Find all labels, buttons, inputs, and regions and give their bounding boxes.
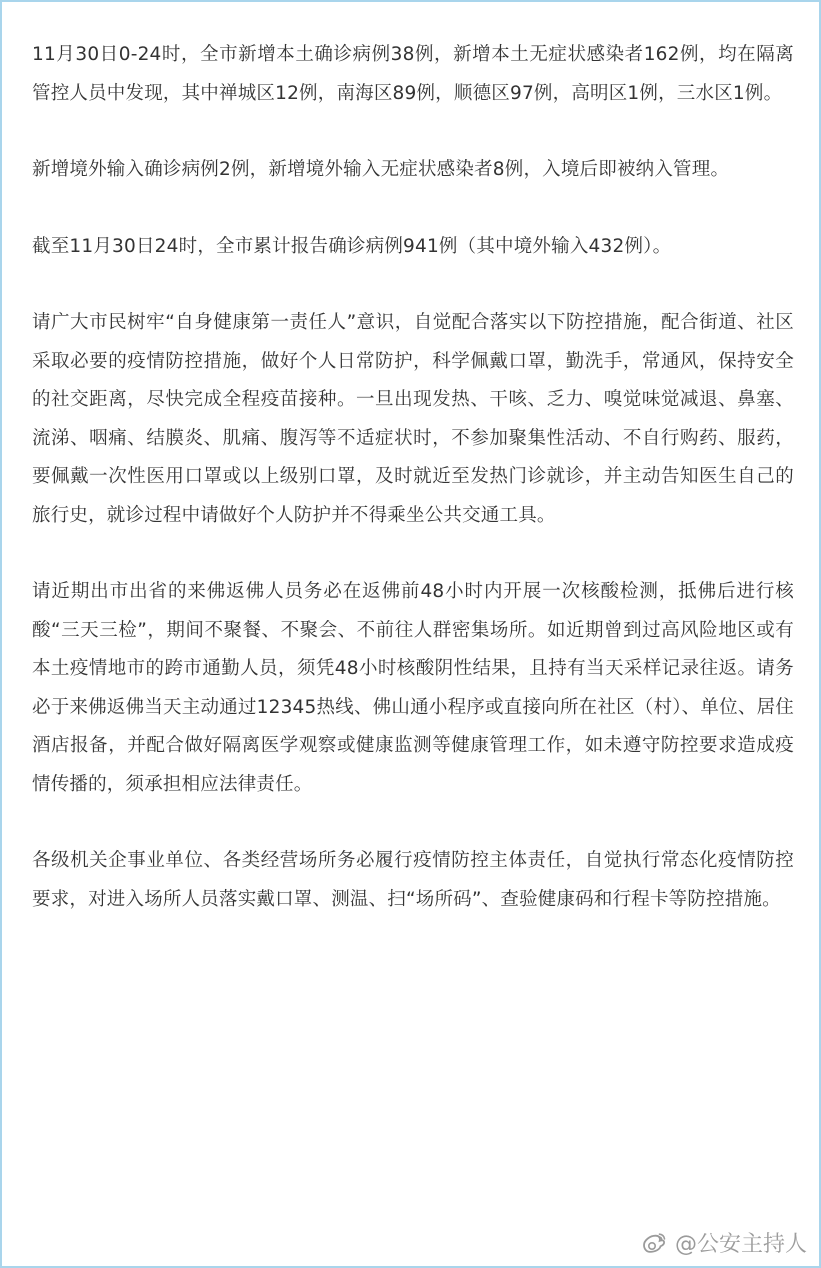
article-body	[32, 36, 794, 919]
paragraph-cumulative-cases: 截至11月30日24时，全市累计报告确诊病例941例（其中境外输入432例）。	[32, 235, 672, 257]
watermark	[639, 1227, 807, 1258]
paragraph-citizen-prevention: 请广大市民树牢“自身健康第一责任人”意识，自觉配合落实以下防控措施，配合街道、社区采取必要的疫情防控措施，做好个人日常防护，科学佩戴口罩，勤洗手，常通风，保持安全的社交距离，尽快完成全程疫苗接种。一旦出现发热、干咳、乏力、嗅觉味觉减退、鼻塞、流涕、咽痛、结膜炎、肌痛、腹泻等不适症状时，不参加聚集性活动、不自行购药、服药，要佩戴一次性医用口罩或以上级别口罩，及时就近至发热门诊就诊，并主动告知医生自己的旅行史，就诊过程中请做好个人防护并不得乘坐公共交通工具。	[32, 312, 794, 526]
paragraph-imported-cases: 新增境外输入确诊病例2例，新增境外输入无症状感染者8例，入境后即被纳入管理。	[32, 159, 730, 180]
paragraph-venue-responsibility: 各级机关企事业单位、各类经营场所务必履行疫情防控主体责任，自觉执行常态化疫情防控要求，对进入场所人员落实戴口罩、测温、扫“场所码”、查验健康码和行程卡等防控措施。	[32, 850, 794, 910]
paragraph-local-cases: 11月30日0-24时，全市新增本土确诊病例38例，新增本土无症状感染者162例，均在隔离管控人员中发现，其中禅城区12例，南海区89例，顺德区97例，高明区1例，三水区1例。	[32, 44, 794, 104]
paragraph-travel-requirements: 请近期出市出省的来佛返佛人员务必在返佛前48小时内开展一次核酸检测，抵佛后进行核酸“三天三检”，期间不聚餐、不聚会、不前往人群密集场所。如近期曾到过高风险地区或有本土疫情地市的跨市通勤人员，须凭48小时核酸阴性结果，且持有当天采样记录往返。请务必于来佛返佛当天主动通过12345热线、佛山通小程序或直接向所在社区（村）、单位、居住酒店报备，并配合做好隔离医学观察或健康监测等健康管理工作，如未遵守防控要求造成疫情传播的，须承担相应法律责任。	[32, 581, 794, 795]
watermark-text: @公安主持人	[674, 1232, 807, 1257]
weibo-icon	[639, 1231, 669, 1255]
